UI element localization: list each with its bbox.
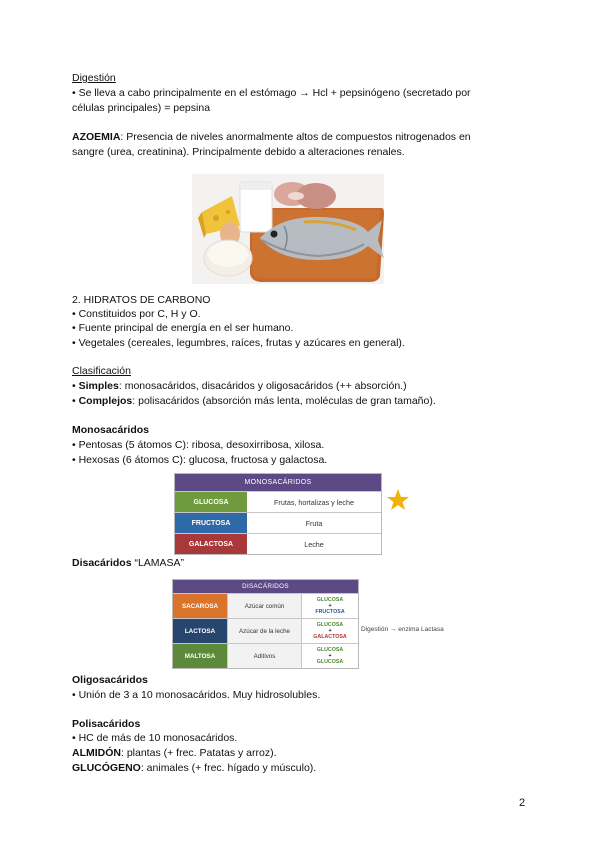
dis-comp-2: GALACTOSA (313, 634, 347, 640)
dis-name: MALTOSA (173, 644, 227, 668)
disacaridos-line (72, 556, 184, 571)
almidon-line (72, 746, 277, 761)
simples-line (72, 379, 407, 394)
table-row (175, 533, 381, 554)
mono-source: Frutas, hortalizas y leche (247, 492, 381, 512)
glucogeno-line (72, 761, 316, 776)
glucogeno-text: : animales (+ frec. hígado y músculo). (140, 762, 317, 774)
dis-composition (301, 619, 358, 643)
digestion-line-2: células principales) = pepsina (72, 102, 211, 114)
lactasa-note: Digestión → enzima Lactasa (361, 626, 444, 633)
digestion-title: Digestión (72, 72, 116, 84)
dis-table-header: DISACÁRIDOS (173, 580, 358, 593)
disacaridos-subtitle: “LAMASA” (131, 557, 185, 569)
dis-comp-plus: + (328, 628, 332, 634)
simples-text: : monosacáridos, disacáridos y oligosacáridos (++ absorción.) (118, 380, 407, 392)
dis-comp-2: FRUCTOSA (315, 609, 345, 615)
table-row (175, 491, 381, 512)
simples-term: Simples (78, 380, 119, 392)
dis-comp-1: GLUCOSA (316, 647, 344, 653)
monosacaridos-table (174, 473, 382, 555)
table-row (173, 593, 358, 618)
azoemia-line-2: sangre (urea, creatinina). Principalmente debido a alteraciones renales. (72, 146, 405, 158)
dis-source: Azúcar común (227, 594, 301, 618)
dis-comp-plus: + (328, 603, 332, 609)
mono-source: Leche (247, 534, 381, 554)
food-photo (192, 174, 384, 284)
oligosacaridos-title: Oligosacáridos (72, 674, 148, 686)
polisacaridos-title: Polisacáridos (72, 718, 141, 730)
mono-bullet-2: • Hexosas (6 átomos C): glucosa, fructosa y galactosa. (72, 454, 328, 466)
dis-comp-2: GLUCOSA (316, 659, 344, 665)
hc-bullet-1: • Constituidos por C, H y O. (72, 308, 201, 320)
almidon-term: ALMIDÓN (72, 747, 121, 759)
dis-source: Aditivos (227, 644, 301, 668)
dis-source: Azúcar de la leche (227, 619, 301, 643)
bullet: • (72, 395, 79, 407)
food-illustration (192, 174, 384, 284)
dis-composition (301, 594, 358, 618)
dis-name: LACTOSA (173, 619, 227, 643)
mono-source: Fruta (247, 513, 381, 533)
mono-name: GLUCOSA (175, 492, 247, 512)
hc-bullet-2: • Fuente principal de energía en el ser humano. (72, 322, 294, 334)
mono-name: FRUCTOSA (175, 513, 247, 533)
hc-bullet-3: • Vegetales (cereales, legumbres, raíces, frutas y azúcares en general). (72, 337, 405, 349)
clasificacion-title: Clasificación (72, 365, 131, 377)
table-row (173, 643, 358, 668)
mono-bullet-1: • Pentosas (5 átomos C): ribosa, desoxirribosa, xilosa. (72, 439, 325, 451)
table-row (175, 512, 381, 533)
complejos-text: : polisacáridos (absorción más lenta, moléculas de gran tamaño). (132, 395, 436, 407)
azoemia-text: : Presencia de niveles anormalmente altos de compuestos nitrogenados en (120, 131, 471, 143)
dis-composition (301, 644, 358, 668)
hc-title: 2. HIDRATOS DE CARBONO (72, 294, 211, 306)
bullet: • (72, 380, 79, 392)
complejos-term: Complejos (78, 395, 133, 407)
disacaridos-table (172, 579, 359, 669)
complejos-line (72, 394, 436, 409)
glucogeno-term: GLUCÓGENO (72, 762, 141, 774)
dis-comp-1: GLUCOSA (316, 597, 344, 603)
page-number: 2 (519, 797, 526, 809)
mono-table-header: MONOSACÁRIDOS (175, 474, 381, 491)
poli-bullet-1: • HC de más de 10 monosacáridos. (72, 732, 238, 744)
mono-name: GALACTOSA (175, 534, 247, 554)
almidon-text: : plantas (+ frec. Patatas y arroz). (121, 747, 277, 759)
oligo-bullet-1: • Unión de 3 a 10 monosacáridos. Muy hidrosolubles. (72, 689, 321, 701)
dis-name: SACAROSA (173, 594, 227, 618)
star-icon (386, 488, 410, 512)
table-row (173, 618, 358, 643)
azoemia-term: AZOEMIA (72, 131, 121, 143)
digestion-line-1: • Se lleva a cabo principalmente en el estómago → Hcl + pepsinógeno (secretado por (72, 87, 471, 99)
disacaridos-title: Disacáridos (72, 557, 132, 569)
azoemia-line-1 (72, 130, 471, 145)
dis-comp-plus: + (328, 653, 332, 659)
monosacaridos-title: Monosacáridos (72, 424, 150, 436)
dis-comp-1: GLUCOSA (316, 622, 344, 628)
